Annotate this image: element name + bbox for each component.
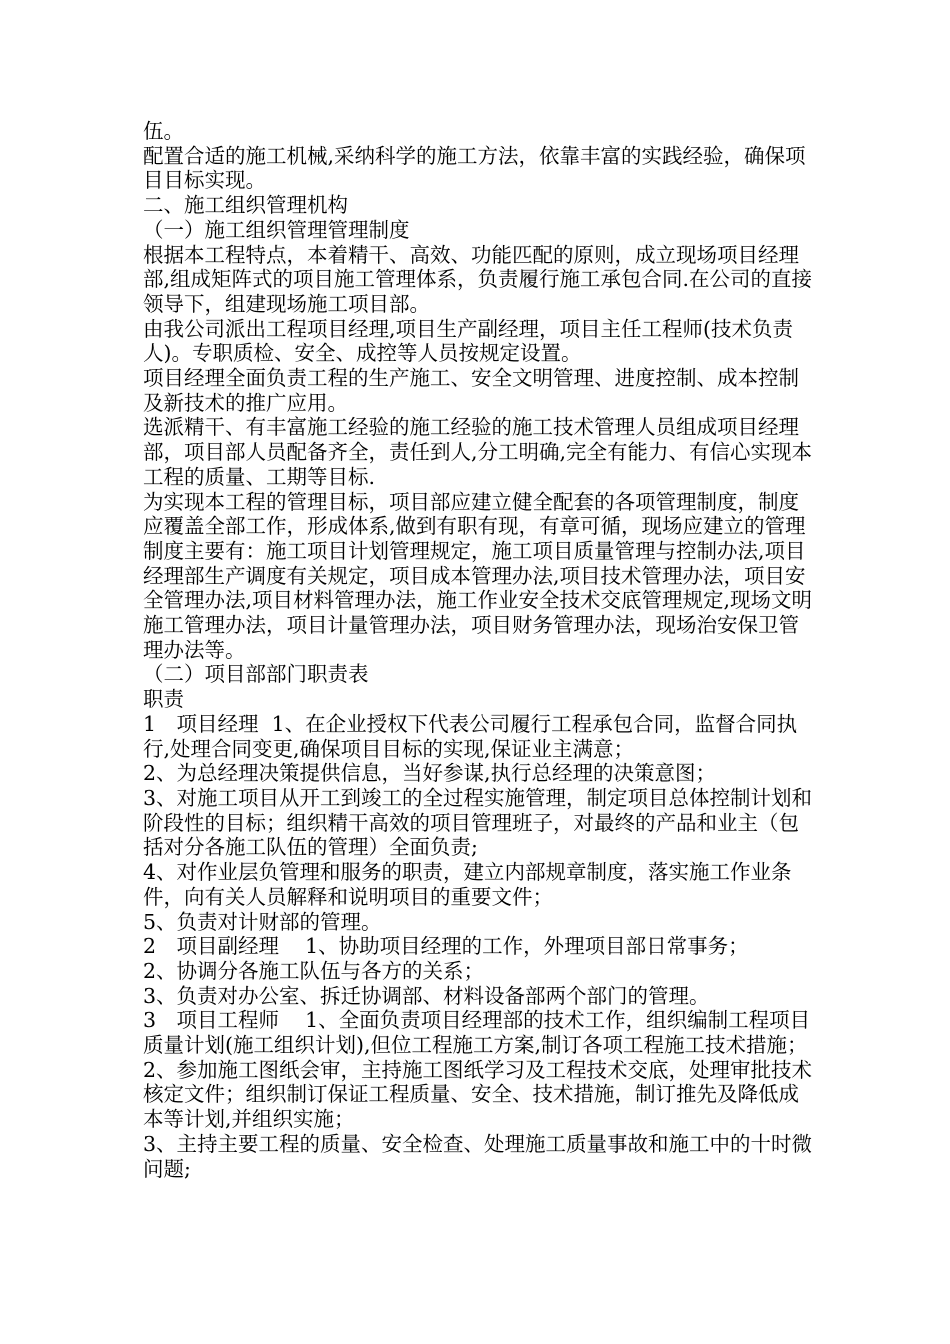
subsection-heading: （二）项目部部门职责表 — [143, 662, 369, 687]
section-heading: 二、施工组织管理机构 — [143, 193, 348, 218]
paragraph: 为实现本工程的管理目标，项目部应建立健全配套的各项管理制度，制度应覆盖全部工作，形成体系,做到有职有现，有章可循，现场应建立的管理制度主要有：施工项目计划管理规定，施工项目质量管理与控制办法,项目经理部生产调度有关规定，项目成本管理办法,项目技术管理办法，项目安全管理办法,项目材料管理办法，施工作业安全技术交底管理规定,现场文明施工管理办法，项目计量管理办法，项目财务管理办法，现场治安保卫管理办法等。 — [143, 489, 813, 662]
duty-item: 2、协调分各施工队伍与各方的关系； — [143, 958, 485, 983]
paragraph: 选派精干、有丰富施工经验的施工经验的施工技术管理人员组成项目经理部，项目部人员配备齐全，责任到人,分工明确,完全有能力、有信心实现本工程的质量、工期等目标. — [143, 415, 813, 489]
duty-item: 3、对施工项目从开工到竣工的全过程实施管理，制定项目总体控制计划和阶段性的目标；组织精干高效的项目管理班子，对最终的产品和业主（包括对分各施工队伍的管理）全面负责; — [143, 785, 813, 860]
paragraph: 根据本工程特点，本着精干、高效、功能匹配的原则，成立现场项目经理部,组成矩阵式的项目施工管理体系，负责履行施工承包合同.在公司的直接领导下，组建现场施工项目部。 — [143, 242, 813, 316]
duty-item: 1 项目经理 1、在企业授权下代表公司履行工程承包合同，监督合同执行,处理合同变更,确保项目目标的实现,保证业主满意； — [143, 711, 798, 761]
subsection-heading: （一）施工组织管理管理制度 — [143, 217, 410, 242]
paragraph: 项目经理全面负责工程的生产施工、安全文明管理、进度控制、成本控制及新技术的推广应用。 — [143, 366, 799, 415]
paragraph: 伍。 — [143, 119, 184, 143]
duty-item: 4、对作业层负管理和服务的职责，建立内部规章制度，落实施工作业条件，向有关人员解释和说明项目的重要文件； — [143, 860, 792, 909]
paragraph: 由我公司派出工程项目经理,项目生产副经理，项目主任工程师(技术负责人)。专职质检、安全、成控等人员按规定设置。 — [143, 316, 794, 366]
duty-item: 3、负责对办公室、拆迁协调部、材料设备部两个部门的管理。 — [143, 983, 710, 1008]
duty-item: 2、参加施工图纸会审，主持施工图纸学习及工程技术交底，处理审批技术核定文件；组织制订保证工程质量、安全、技术措施，制订推先及降低成本等计划,并组织实施； — [143, 1057, 813, 1132]
table-header: 职责 — [143, 687, 184, 712]
duty-item: 3、主持主要工程的质量、安全检查、处理施工质量事故和施工中的十时微 问题; — [143, 1131, 819, 1181]
duty-item: 2、为总经理决策提供信息，当好参谋,执行总经理的决策意图； — [143, 761, 717, 786]
document-body — [143, 119, 819, 1181]
duty-item: 3 项目工程师 1、全面负责项目经理部的技术工作，组织编制工程项目质量计划(施工组织计划),但位工程施工方案,制订各项工程施工技术措施； — [143, 1008, 811, 1058]
duty-item: 5、负责对计财部的管理。 — [143, 909, 382, 934]
duty-item: 2 项目副经理 1、协助项目经理的工作，外理项目部日常事务； — [143, 934, 749, 959]
paragraph: 配置合适的施工机械,采纳科学的施工方法，依靠丰富的实践经验，确保项目目标实现。 — [143, 143, 806, 193]
